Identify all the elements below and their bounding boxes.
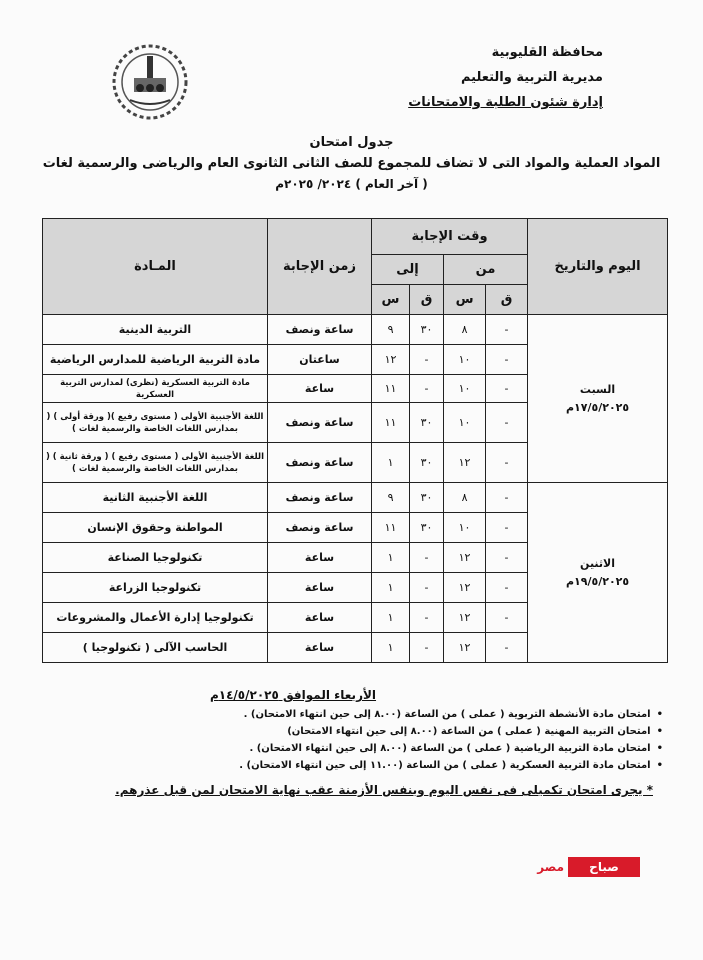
duration: ساعة <box>268 603 372 633</box>
from-minute: - <box>486 345 528 375</box>
list-item: • امتحان مادة التربية العسكرية ( عملى ) من الساعة (١١.٠٠ إلى حين انتهاء الامتحان) . <box>63 757 663 774</box>
duration: ساعة ونصف <box>268 443 372 483</box>
subject: تكنولوجيا إدارة الأعمال والمشروعات <box>43 603 268 633</box>
to-hour: ١١ <box>372 513 410 543</box>
subject: اللغة الأجنبية الأولى ( مستوى رفيع )( ورقة أولى ) ( بمدارس اللغات الخاصة والرسمية لغات ) <box>43 403 268 443</box>
to-minute: ٣٠ <box>410 513 444 543</box>
subject: تكنولوجيا الزراعة <box>43 573 268 603</box>
to-hour: ٩ <box>372 315 410 345</box>
subject: تكنولوجيا الصناعة <box>43 543 268 573</box>
from-hour: ١٠ <box>444 403 486 443</box>
from-minute: - <box>486 543 528 573</box>
day-name: الاثنين <box>580 556 616 570</box>
practical-exams-notes <box>63 688 663 774</box>
from-minute: - <box>486 315 528 345</box>
directorate-label: مديرية التربية والتعليم <box>460 70 603 85</box>
from-hour: ١٢ <box>444 603 486 633</box>
brand-suffix: مصر <box>537 860 564 874</box>
from-hour: ١٠ <box>444 513 486 543</box>
day-cell <box>528 483 668 663</box>
from-minute: - <box>486 603 528 633</box>
to-minute: - <box>410 543 444 573</box>
from-minute: - <box>486 513 528 543</box>
from-minute: - <box>486 483 528 513</box>
to-minute: - <box>410 375 444 403</box>
from-minute: - <box>486 403 528 443</box>
subject: التربية الدينية <box>43 315 268 345</box>
to-minute: ٣٠ <box>410 483 444 513</box>
day-date: ١٩/٥/٢٠٢٥م <box>565 574 630 588</box>
to-hour: ١١ <box>372 375 410 403</box>
header-from-minute: ق <box>486 285 528 315</box>
header-from-hour: س <box>444 285 486 315</box>
brand-name: صباح <box>568 857 640 877</box>
subject: المواطنة وحقوق الإنسان <box>43 513 268 543</box>
day-date: ١٧/٥/٢٠٢٥م <box>565 400 630 414</box>
doc-title: جدول امتحان <box>309 135 394 150</box>
table-row <box>43 483 668 513</box>
governorate-label: محافظة القليوبية <box>491 45 603 60</box>
header-to-hour: س <box>372 285 410 315</box>
to-minute: - <box>410 573 444 603</box>
to-hour: ١ <box>372 543 410 573</box>
to-minute: ٣٠ <box>410 443 444 483</box>
from-hour: ١٢ <box>444 573 486 603</box>
duration: ساعة ونصف <box>268 483 372 513</box>
notes-heading: الأربعاء الموافق ١٤/٥/٢٠٢٥م <box>209 688 377 702</box>
to-hour: ١ <box>372 443 410 483</box>
doc-year: ( آخر العام ) ٢٠٢٤/ ٢٠٢٥م <box>275 177 428 191</box>
subject: مادة التربية العسكرية (نظرى) لمدارس التربية العسكرية <box>43 375 268 403</box>
duration: ساعة ونصف <box>268 403 372 443</box>
to-hour: ١١ <box>372 403 410 443</box>
from-hour: ١٢ <box>444 633 486 663</box>
duration: ساعة ونصف <box>268 513 372 543</box>
list-item: • امتحان مادة الأنشطة التربوية ( عملى ) من الساعة (٨.٠٠ إلى حين انتهاء الامتحان) . <box>63 706 663 723</box>
list-item: • امتحان مادة التربية الرياضية ( عملى ) من الساعة (٨.٠٠ إلى حين انتهاء الامتحان) . <box>63 740 663 757</box>
day-name: السبت <box>579 382 616 396</box>
from-hour: ١٠ <box>444 375 486 403</box>
from-hour: ١٢ <box>444 543 486 573</box>
schedule-table <box>42 218 668 663</box>
issuer-header <box>403 40 603 115</box>
duration: ساعة <box>268 375 372 403</box>
governorate-seal-icon <box>110 42 190 122</box>
duration: ساعة <box>268 543 372 573</box>
from-minute: - <box>486 375 528 403</box>
duration: ساعتان <box>268 345 372 375</box>
day-cell <box>528 315 668 483</box>
subject: اللغة الأجنبية الأولى ( مستوى رفيع ) ( ورقة ثانية ) ( بمدارس اللغات الخاصة والرسمية لغات ) <box>43 443 268 483</box>
from-minute: - <box>486 633 528 663</box>
duration: ساعة <box>268 633 372 663</box>
to-hour: ١٢ <box>372 345 410 375</box>
header-duration: زمن الإجابة <box>268 219 372 315</box>
to-minute: - <box>410 633 444 663</box>
supplementary-exam-note: * يجرى امتحان تكميلى فى نفس اليوم وبنفس الأزمنة عقب نهاية الامتحان لمن قبل عذرهم. <box>115 783 653 797</box>
to-minute: - <box>410 345 444 375</box>
document-titles <box>0 135 703 191</box>
header-answer-time: وقت الإجابة <box>372 219 528 255</box>
header-to-minute: ق <box>410 285 444 315</box>
list-item: • امتحان التربية المهنية ( عملى ) من الساعة (٨.٠٠ إلى حين انتهاء الامتحان) <box>63 723 663 740</box>
to-minute: ٣٠ <box>410 403 444 443</box>
table-row <box>43 315 668 345</box>
from-hour: ١٠ <box>444 345 486 375</box>
from-hour: ٨ <box>444 315 486 345</box>
to-minute: - <box>410 603 444 633</box>
duration: ساعة ونصف <box>268 315 372 345</box>
from-hour: ٨ <box>444 483 486 513</box>
header-day-date: اليوم والتاريخ <box>528 219 668 315</box>
department-label: إدارة شئون الطلبة والامتحانات <box>408 95 603 110</box>
from-minute: - <box>486 443 528 483</box>
subject: اللغة الأجنبية الثانية <box>43 483 268 513</box>
from-minute: - <box>486 573 528 603</box>
to-hour: ٩ <box>372 483 410 513</box>
to-hour: ١ <box>372 633 410 663</box>
duration: ساعة <box>268 573 372 603</box>
to-hour: ١ <box>372 603 410 633</box>
to-minute: ٣٠ <box>410 315 444 345</box>
header-to: إلى <box>372 255 444 285</box>
from-hour: ١٢ <box>444 443 486 483</box>
to-hour: ١ <box>372 573 410 603</box>
subject: مادة التربية الرياضية للمدارس الرياضية <box>43 345 268 375</box>
subject: الحاسب الآلى ( تكنولوجيا ) <box>43 633 268 663</box>
watermark-logo <box>530 857 640 879</box>
header-subject: المـادة <box>43 219 268 315</box>
header-from: من <box>444 255 528 285</box>
doc-subtitle: المواد العملية والمواد التى لا تضاف للمجموع للصف الثانى الثانوى العام والرياضى والرسمية لغات <box>42 156 661 171</box>
